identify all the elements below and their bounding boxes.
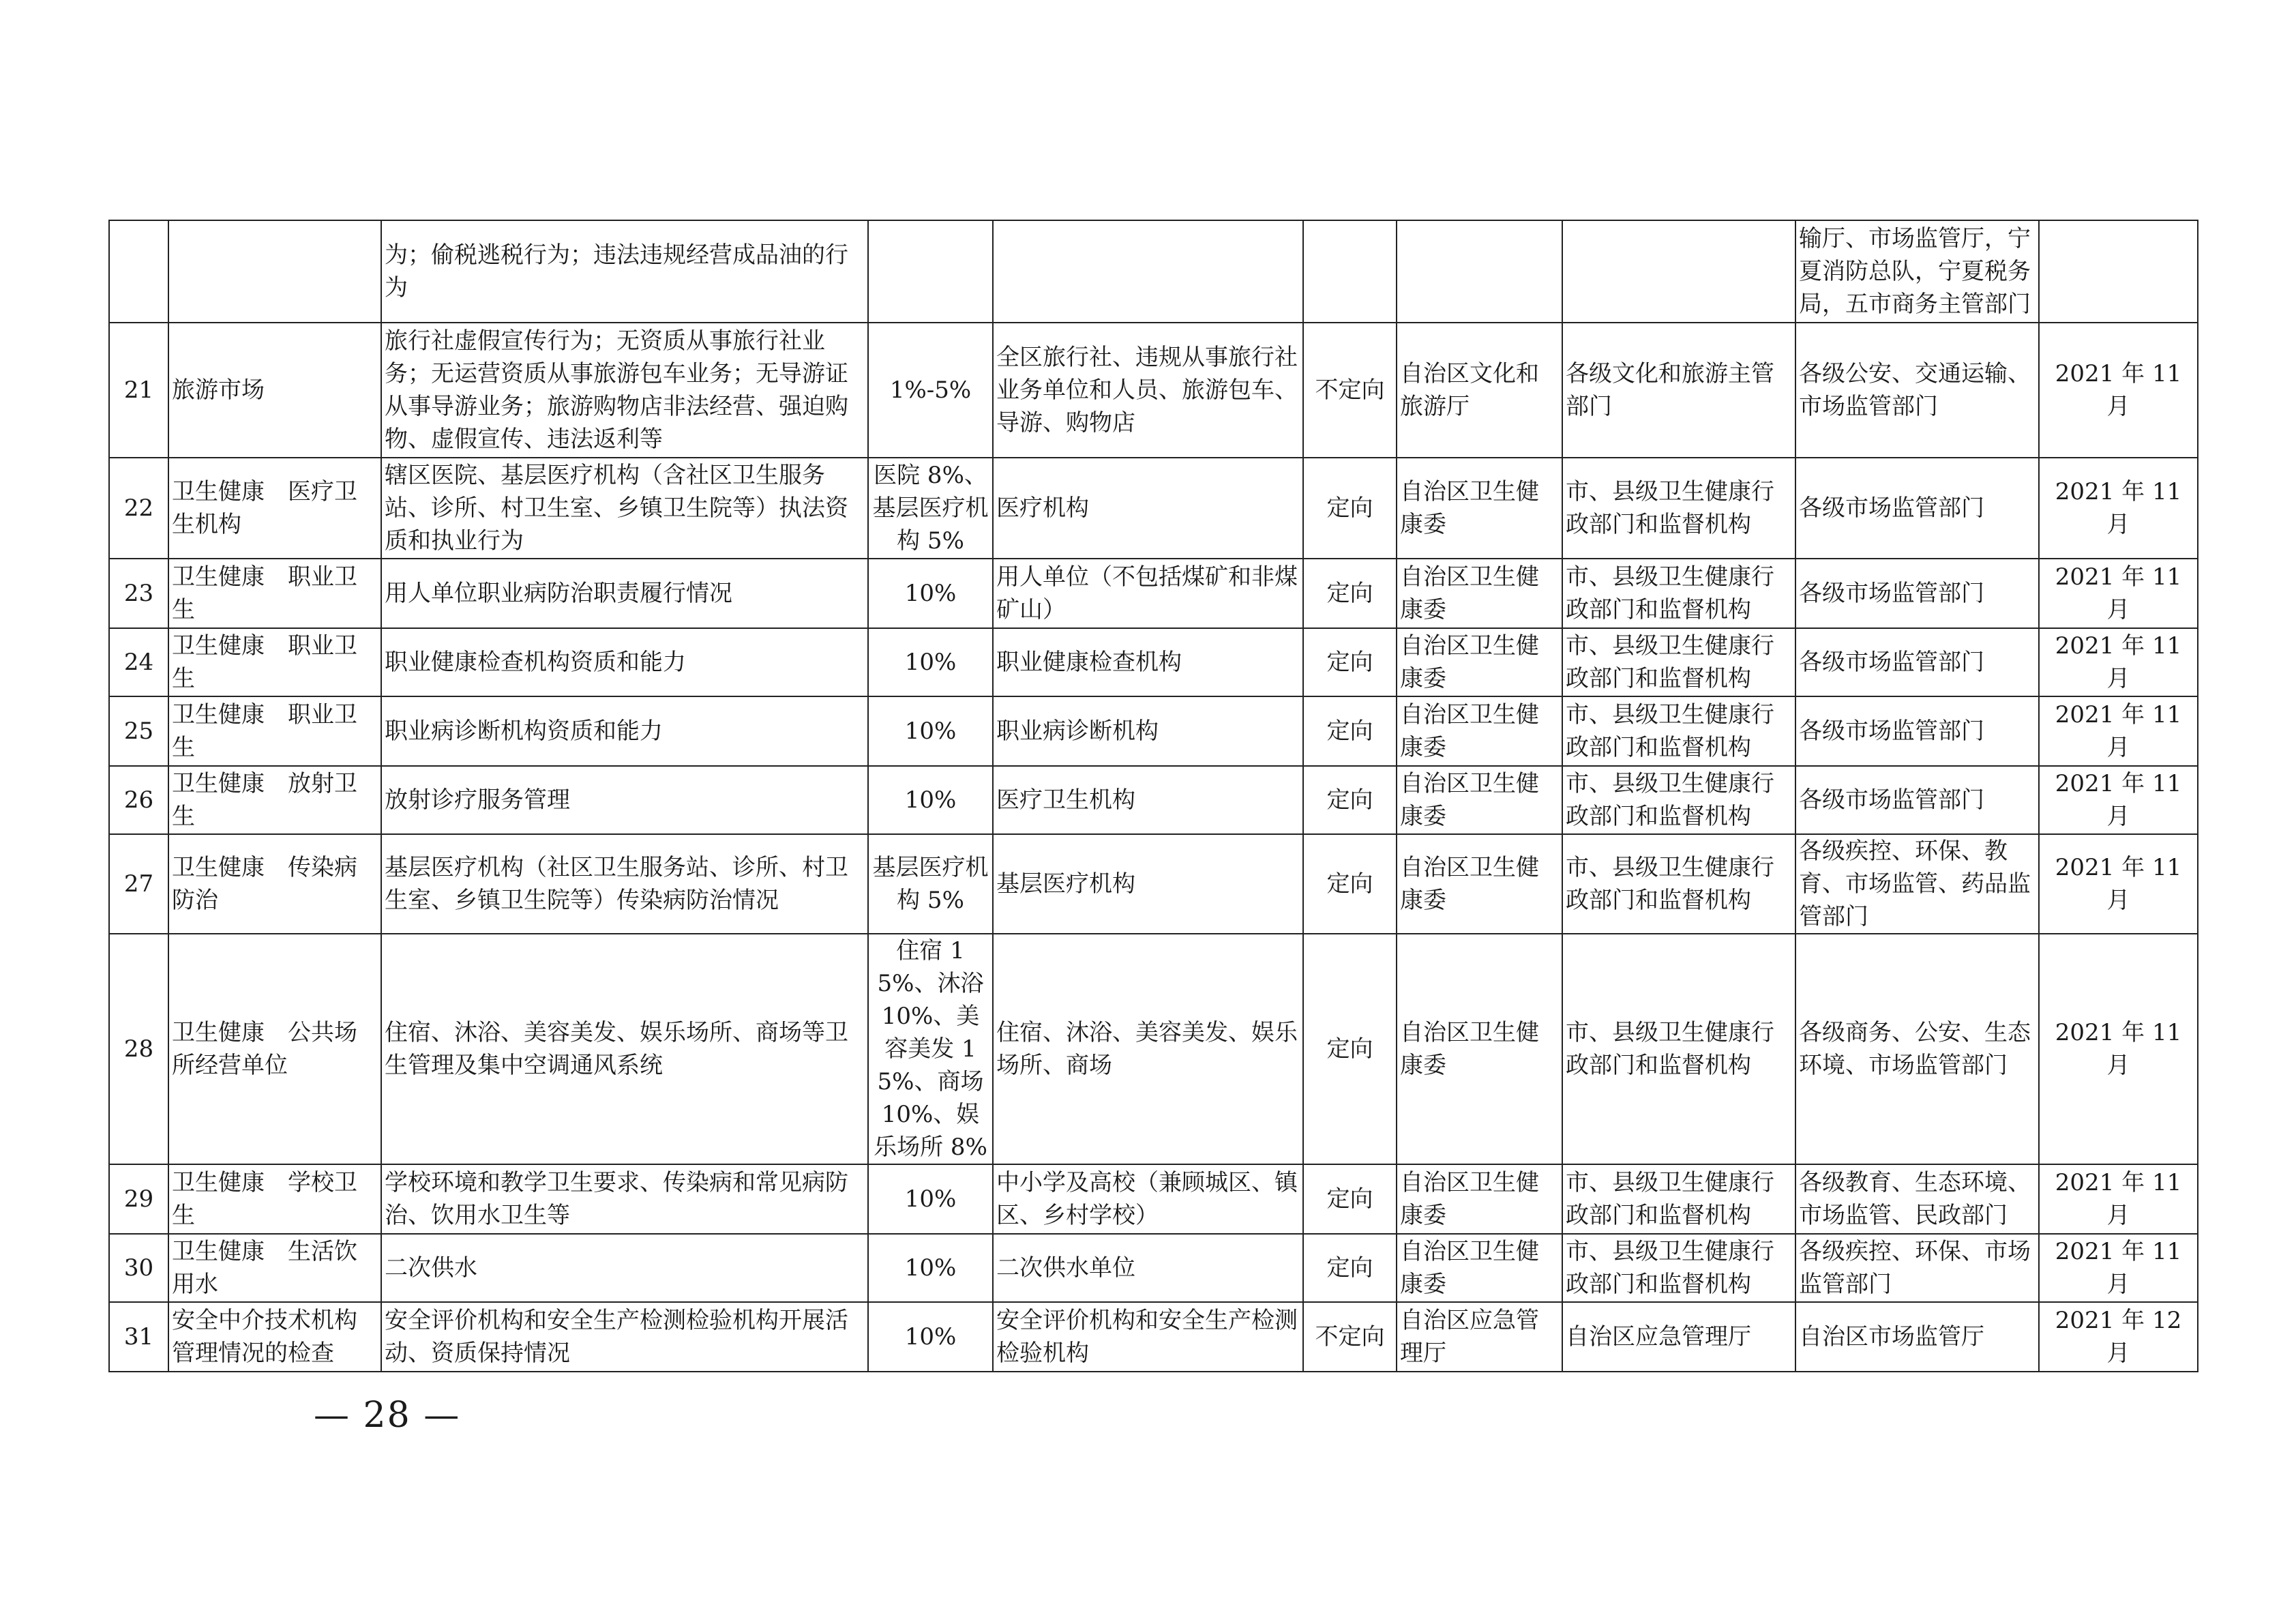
table-row: [109, 1164, 2198, 1234]
inspection-item-cell: 安全中介技术机构管理情况的检查: [168, 1302, 381, 1372]
inspection-item-cell: 卫生健康 职业卫生: [168, 696, 381, 766]
table-row: [109, 766, 2198, 834]
executing-department-cell: 自治区应急管理厅: [1562, 1302, 1795, 1372]
completion-time-cell: 2021 年 11 月: [2039, 1164, 2198, 1234]
row-number-cell: 22: [109, 458, 168, 559]
inspection-content-cell: 二次供水: [381, 1234, 868, 1302]
executing-department-cell: 市、县级卫生健康行政部门和监督机构: [1562, 834, 1795, 934]
inspection-content-cell: 用人单位职业病防治职责履行情况: [381, 559, 868, 628]
sampling-ratio-cell: 10%: [868, 696, 993, 766]
row-number-cell: 28: [109, 934, 168, 1164]
inspection-mode-cell: 定向: [1303, 628, 1397, 696]
inspection-item-cell: [168, 220, 381, 323]
row-number-cell: 29: [109, 1164, 168, 1234]
completion-time-cell: 2021 年 11 月: [2039, 934, 2198, 1164]
inspection-item-cell: 卫生健康 生活饮用水: [168, 1234, 381, 1302]
inspection-object-cell: 安全评价机构和安全生产检测检验机构: [993, 1302, 1303, 1372]
table-row: [109, 559, 2198, 628]
completion-time-cell: [2039, 220, 2198, 323]
row-number-cell: [109, 220, 168, 323]
inspection-object-cell: 住宿、沐浴、美容美发、娱乐场所、商场: [993, 934, 1303, 1164]
cooperating-departments-cell: 各级市场监管部门: [1795, 458, 2039, 559]
page-number: — 28 —: [314, 1395, 461, 1436]
completion-time-cell: 2021 年 11 月: [2039, 766, 2198, 834]
lead-department-cell: 自治区卫生健康委: [1397, 696, 1562, 766]
cooperating-departments-cell: 各级市场监管部门: [1795, 559, 2039, 628]
inspection-item-cell: 旅游市场: [168, 323, 381, 458]
executing-department-cell: 市、县级卫生健康行政部门和监督机构: [1562, 1234, 1795, 1302]
sampling-ratio-cell: 1%-5%: [868, 323, 993, 458]
inspection-object-cell: 职业病诊断机构: [993, 696, 1303, 766]
inspection-object-cell: [993, 220, 1303, 323]
row-number-cell: 27: [109, 834, 168, 934]
inspection-object-cell: 二次供水单位: [993, 1234, 1303, 1302]
sampling-ratio-cell: 10%: [868, 1302, 993, 1372]
row-number-cell: 24: [109, 628, 168, 696]
inspection-item-cell: 卫生健康 放射卫生: [168, 766, 381, 834]
inspection-mode-cell: 定向: [1303, 1164, 1397, 1234]
inspection-mode-cell: 定向: [1303, 834, 1397, 934]
sampling-ratio-cell: 医院 8%、基层医疗机构 5%: [868, 458, 993, 559]
table-row: [109, 220, 2198, 323]
inspection-item-cell: 卫生健康 职业卫生: [168, 559, 381, 628]
inspection-object-cell: 全区旅行社、违规从事旅行社业务单位和人员、旅游包车、导游、购物店: [993, 323, 1303, 458]
sampling-ratio-cell: 10%: [868, 1234, 993, 1302]
executing-department-cell: 市、县级卫生健康行政部门和监督机构: [1562, 458, 1795, 559]
completion-time-cell: 2021 年 11 月: [2039, 1234, 2198, 1302]
inspection-content-cell: 安全评价机构和安全生产检测检验机构开展活动、资质保持情况: [381, 1302, 868, 1372]
completion-time-cell: 2021 年 11 月: [2039, 559, 2198, 628]
inspection-mode-cell: 定向: [1303, 1234, 1397, 1302]
sampling-ratio-cell: 住宿 15%、沐浴 10%、美容美发 15%、商场 10%、娱乐场所 8%: [868, 934, 993, 1164]
lead-department-cell: 自治区卫生健康委: [1397, 1164, 1562, 1234]
inspection-content-cell: 住宿、沐浴、美容美发、娱乐场所、商场等卫生管理及集中空调通风系统: [381, 934, 868, 1164]
inspection-item-cell: 卫生健康 公共场所经营单位: [168, 934, 381, 1164]
lead-department-cell: 自治区卫生健康委: [1397, 1234, 1562, 1302]
cooperating-departments-cell: 各级市场监管部门: [1795, 696, 2039, 766]
completion-time-cell: 2021 年 12 月: [2039, 1302, 2198, 1372]
inspection-content-cell: 学校环境和教学卫生要求、传染病和常见病防治、饮用水卫生等: [381, 1164, 868, 1234]
executing-department-cell: 市、县级卫生健康行政部门和监督机构: [1562, 559, 1795, 628]
lead-department-cell: 自治区卫生健康委: [1397, 458, 1562, 559]
cooperating-departments-cell: 各级公安、交通运输、市场监管部门: [1795, 323, 2039, 458]
sampling-ratio-cell: 10%: [868, 1164, 993, 1234]
lead-department-cell: 自治区卫生健康委: [1397, 934, 1562, 1164]
lead-department-cell: 自治区文化和旅游厅: [1397, 323, 1562, 458]
inspection-object-cell: 职业健康检查机构: [993, 628, 1303, 696]
inspection-object-cell: 中小学及高校（兼顾城区、镇区、乡村学校）: [993, 1164, 1303, 1234]
table-row: [109, 628, 2198, 696]
executing-department-cell: 各级文化和旅游主管部门: [1562, 323, 1795, 458]
cooperating-departments-cell: 各级教育、生态环境、市场监管、民政部门: [1795, 1164, 2039, 1234]
inspection-object-cell: 医疗机构: [993, 458, 1303, 559]
inspection-content-cell: 辖区医院、基层医疗机构（含社区卫生服务站、诊所、村卫生室、乡镇卫生院等）执法资质和执业行为: [381, 458, 868, 559]
cooperating-departments-cell: 输厅、市场监管厅，宁夏消防总队，宁夏税务局，五市商务主管部门: [1795, 220, 2039, 323]
completion-time-cell: 2021 年 11 月: [2039, 834, 2198, 934]
cooperating-departments-cell: 自治区市场监管厅: [1795, 1302, 2039, 1372]
inspection-mode-cell: 不定向: [1303, 1302, 1397, 1372]
completion-time-cell: 2021 年 11 月: [2039, 323, 2198, 458]
sampling-ratio-cell: 10%: [868, 766, 993, 834]
lead-department-cell: [1397, 220, 1562, 323]
inspection-item-cell: 卫生健康 传染病防治: [168, 834, 381, 934]
cooperating-departments-cell: 各级商务、公安、生态环境、市场监管部门: [1795, 934, 2039, 1164]
table-row: [109, 323, 2198, 458]
lead-department-cell: 自治区应急管理厅: [1397, 1302, 1562, 1372]
lead-department-cell: 自治区卫生健康委: [1397, 766, 1562, 834]
sampling-ratio-cell: 10%: [868, 628, 993, 696]
row-number-cell: 25: [109, 696, 168, 766]
row-number-cell: 26: [109, 766, 168, 834]
executing-department-cell: 市、县级卫生健康行政部门和监督机构: [1562, 766, 1795, 834]
inspection-content-cell: 旅行社虚假宣传行为；无资质从事旅行社业务；无运营资质从事旅游包车业务；无导游证从事导游业务；旅游购物店非法经营、强迫购物、虚假宣传、违法返利等: [381, 323, 868, 458]
inspection-mode-cell: 定向: [1303, 696, 1397, 766]
executing-department-cell: 市、县级卫生健康行政部门和监督机构: [1562, 696, 1795, 766]
executing-department-cell: 市、县级卫生健康行政部门和监督机构: [1562, 628, 1795, 696]
inspection-item-cell: 卫生健康 学校卫生: [168, 1164, 381, 1234]
completion-time-cell: 2021 年 11 月: [2039, 696, 2198, 766]
row-number-cell: 23: [109, 559, 168, 628]
cooperating-departments-cell: 各级疾控、环保、市场监管部门: [1795, 1234, 2039, 1302]
inspection-content-cell: 放射诊疗服务管理: [381, 766, 868, 834]
table-row: [109, 1234, 2198, 1302]
cooperating-departments-cell: 各级疾控、环保、教育、市场监管、药品监管部门: [1795, 834, 2039, 934]
inspection-content-cell: 职业病诊断机构资质和能力: [381, 696, 868, 766]
inspection-mode-cell: 定向: [1303, 766, 1397, 834]
inspection-mode-cell: 定向: [1303, 559, 1397, 628]
row-number-cell: 30: [109, 1234, 168, 1302]
inspection-object-cell: 医疗卫生机构: [993, 766, 1303, 834]
table-row: [109, 1302, 2198, 1372]
row-number-cell: 21: [109, 323, 168, 458]
inspection-content-cell: 基层医疗机构（社区卫生服务站、诊所、村卫生室、乡镇卫生院等）传染病防治情况: [381, 834, 868, 934]
completion-time-cell: 2021 年 11 月: [2039, 458, 2198, 559]
table-row: [109, 934, 2198, 1164]
row-number-cell: 31: [109, 1302, 168, 1372]
executing-department-cell: 市、县级卫生健康行政部门和监督机构: [1562, 934, 1795, 1164]
table-row: [109, 458, 2198, 559]
inspection-object-cell: 基层医疗机构: [993, 834, 1303, 934]
executing-department-cell: 市、县级卫生健康行政部门和监督机构: [1562, 1164, 1795, 1234]
inspection-item-cell: 卫生健康 职业卫生: [168, 628, 381, 696]
cooperating-departments-cell: 各级市场监管部门: [1795, 766, 2039, 834]
cooperating-departments-cell: 各级市场监管部门: [1795, 628, 2039, 696]
inspection-content-cell: 职业健康检查机构资质和能力: [381, 628, 868, 696]
inspection-mode-cell: 不定向: [1303, 323, 1397, 458]
table-row: [109, 834, 2198, 934]
lead-department-cell: 自治区卫生健康委: [1397, 834, 1562, 934]
inspection-item-cell: 卫生健康 医疗卫生机构: [168, 458, 381, 559]
sampling-ratio-cell: 10%: [868, 559, 993, 628]
lead-department-cell: 自治区卫生健康委: [1397, 628, 1562, 696]
table-body: [109, 220, 2198, 1372]
table-row: [109, 696, 2198, 766]
completion-time-cell: 2021 年 11 月: [2039, 628, 2198, 696]
sampling-ratio-cell: 基层医疗机构 5%: [868, 834, 993, 934]
executing-department-cell: [1562, 220, 1795, 323]
inspection-table: [108, 220, 2198, 1372]
inspection-mode-cell: [1303, 220, 1397, 323]
inspection-mode-cell: 定向: [1303, 458, 1397, 559]
inspection-object-cell: 用人单位（不包括煤矿和非煤矿山）: [993, 559, 1303, 628]
lead-department-cell: 自治区卫生健康委: [1397, 559, 1562, 628]
inspection-content-cell: 为；偷税逃税行为；违法违规经营成品油的行为: [381, 220, 868, 323]
inspection-mode-cell: 定向: [1303, 934, 1397, 1164]
sampling-ratio-cell: [868, 220, 993, 323]
